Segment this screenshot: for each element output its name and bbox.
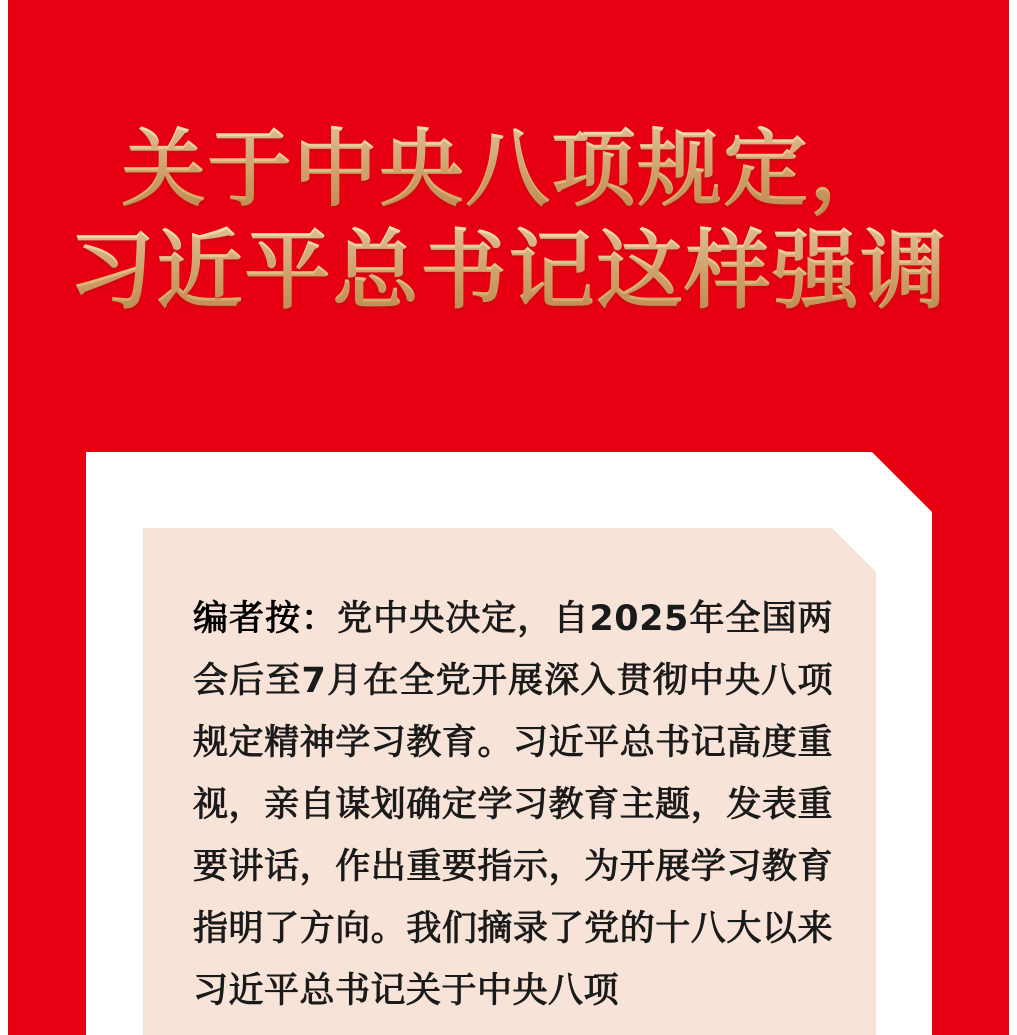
page-title <box>0 118 1017 322</box>
title-line-1: 关于中央八项规定， <box>0 118 1017 220</box>
editor-note-body: 党中央决定，自2025年全国两会后至7月在全党开展深入贯彻中央八项规定精神学习教育。习近平总书记高度重视，亲自谋划确定学习教育主题，发表重要讲话，作出重要指示，为开展学习教育指明了方向。我们摘录了党的十八大以来习近平总书记关于中央八项 <box>193 599 833 1011</box>
editor-note-lead: 编者按： <box>193 599 338 639</box>
title-line-2: 习近平总书记这样强调 <box>0 220 1017 322</box>
editor-note-paragraph <box>193 588 833 1022</box>
